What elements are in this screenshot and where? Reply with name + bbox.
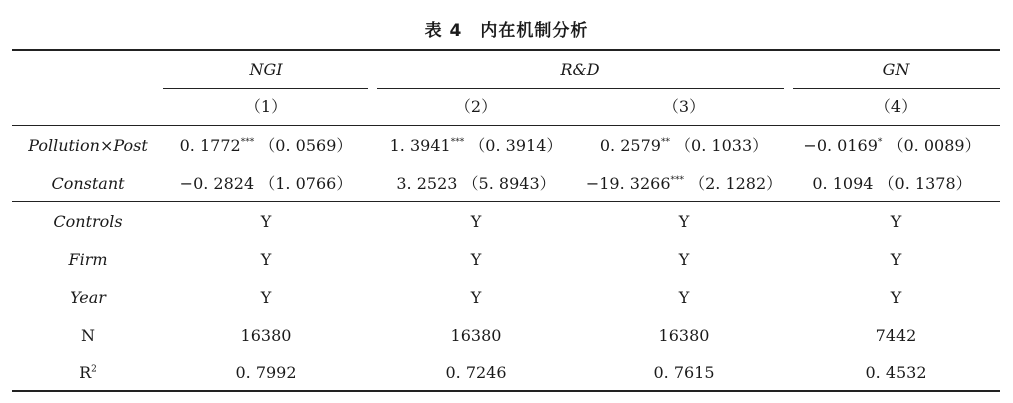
column-header-4: （4） (874, 97, 918, 116)
table-cell: Y (260, 288, 272, 307)
row-label-n: N (81, 326, 95, 345)
std-error: （0. 0569） (259, 136, 353, 155)
coef-cell (390, 136, 563, 156)
coef-value: 0. 2579 (599, 136, 661, 155)
coef-cell (180, 174, 353, 194)
coef-value: 0. 1094 (812, 174, 874, 193)
std-error: （0. 0089） (887, 136, 981, 155)
significance-stars: * (877, 137, 883, 148)
coef-cell (803, 136, 980, 156)
std-error: （0. 3914） (469, 136, 563, 155)
significance-stars: *** (450, 137, 465, 148)
ngi-group-underline (163, 88, 368, 89)
table-cell: 16380 (658, 326, 710, 345)
column-header-2: （2） (454, 97, 498, 116)
bottom-rule (12, 390, 1000, 392)
row-label-pollution-post: Pollution×Post (28, 136, 148, 155)
coef-value: −0. 2824 (179, 174, 255, 193)
table-cell: Y (678, 288, 690, 307)
table-cell: Y (470, 250, 482, 269)
table-cell: Y (890, 250, 902, 269)
row-label-firm: Firm (68, 250, 108, 269)
coef-cell (180, 136, 353, 156)
gn-group-underline (793, 88, 1000, 89)
table-cell: Y (260, 212, 272, 231)
r-squared-label: R (79, 363, 92, 382)
top-rule (12, 49, 1000, 51)
table-cell: 0. 7992 (235, 363, 297, 382)
group-header-ngi: NGI (249, 60, 283, 79)
table-cell: Y (260, 250, 272, 269)
coef-cell (812, 174, 971, 194)
significance-stars: ** (660, 137, 670, 148)
std-error: （1. 0766） (259, 174, 353, 193)
std-error: （0. 1378） (878, 174, 972, 193)
table-cell: Y (470, 288, 482, 307)
std-error: （2. 1282） (689, 174, 783, 193)
coef-bottom-rule (12, 201, 1000, 202)
table-cell: Y (890, 212, 902, 231)
table-cell: Y (678, 250, 690, 269)
header-bottom-rule (12, 125, 1000, 126)
column-header-3: （3） (662, 97, 706, 116)
coef-value: −19. 3266 (585, 174, 671, 193)
coef-cell (396, 174, 555, 194)
table-cell: Y (890, 288, 902, 307)
significance-stars: *** (240, 137, 255, 148)
table-cell: 16380 (240, 326, 292, 345)
group-header-gn: GN (882, 60, 910, 79)
table-cell: 0. 4532 (865, 363, 927, 382)
coef-value: −0. 0169 (803, 136, 878, 155)
coef-value: 1. 3941 (389, 136, 451, 155)
coef-value: 3. 2523 (396, 174, 458, 193)
coef-value: 0. 1772 (179, 136, 241, 155)
rd-group-underline (377, 88, 784, 89)
row-label-r-squared (79, 363, 97, 383)
table-title: 表 4 内在机制分析 (424, 21, 589, 41)
row-label-constant: Constant (51, 174, 125, 193)
significance-stars: *** (670, 175, 684, 186)
table-cell: Y (470, 212, 482, 231)
table-cell: 0. 7615 (653, 363, 715, 382)
row-label-year: Year (70, 288, 106, 307)
table-cell: Y (678, 212, 690, 231)
std-error: （5. 8943） (462, 174, 556, 193)
row-label-controls: Controls (53, 212, 123, 231)
table-cell: 7442 (875, 326, 917, 345)
coef-cell (600, 136, 768, 156)
table-cell: 0. 7246 (445, 363, 507, 382)
column-header-1: （1） (244, 97, 288, 116)
table-cell: 16380 (450, 326, 502, 345)
std-error: （0. 1033） (675, 136, 769, 155)
r-squared-superscript: 2 (91, 364, 97, 375)
group-header-rd: R&D (560, 60, 600, 79)
coef-cell (586, 174, 782, 194)
